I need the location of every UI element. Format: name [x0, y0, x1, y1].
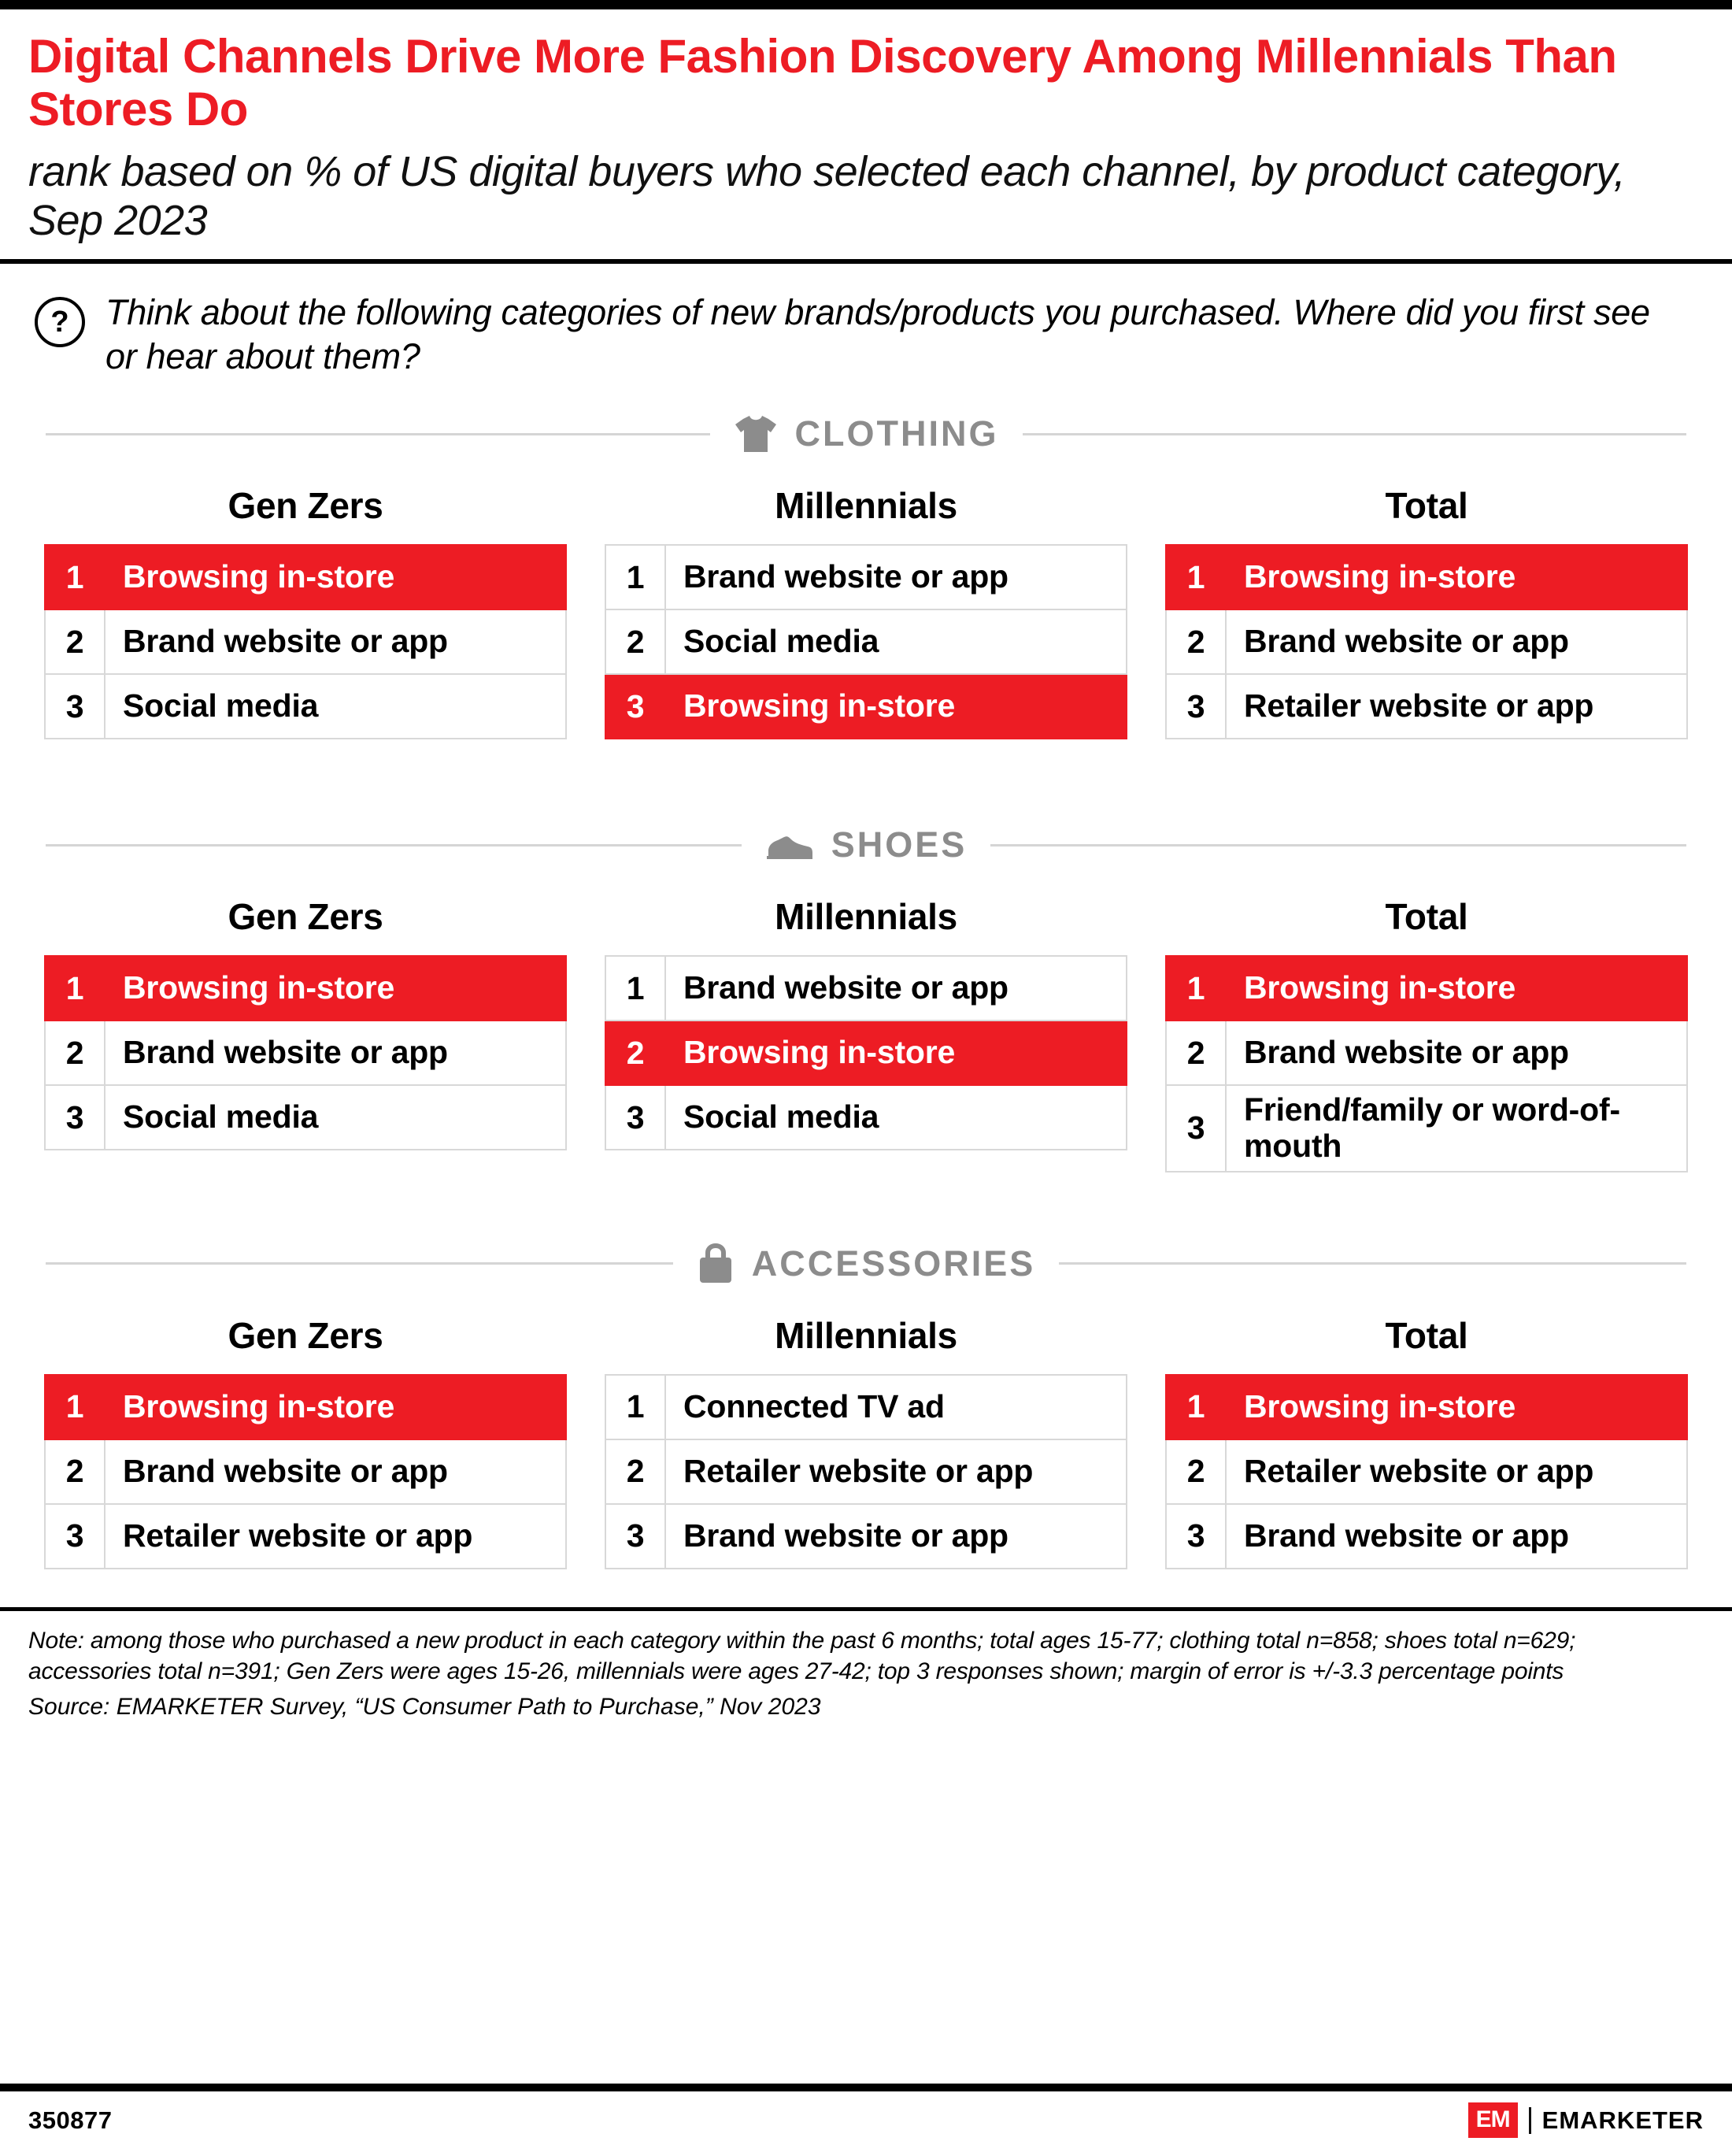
- table-row: [605, 1375, 1127, 1439]
- divider-left: [46, 1262, 673, 1265]
- table-row: [45, 674, 566, 739]
- rank-label: Brand website or app: [665, 956, 1127, 1021]
- rank-table: [1165, 1374, 1688, 1569]
- rank-label: Social media: [105, 1085, 566, 1150]
- section-clothing: [0, 387, 1732, 739]
- column-shoes-gen-zers: [44, 895, 567, 1172]
- rank-number: 3: [1166, 1085, 1226, 1172]
- rank-label: Retailer website or app: [665, 1439, 1127, 1504]
- page-subtitle: rank based on % of US digital buyers who selected each channel, by product category, Sep 2023: [28, 148, 1626, 244]
- table-row: [605, 1085, 1127, 1150]
- category-label-shoes: [742, 824, 991, 865]
- rank-table: [605, 544, 1127, 739]
- column-header: Total: [1385, 896, 1468, 938]
- clothing-columns: [0, 484, 1732, 739]
- divider-right: [1059, 1262, 1686, 1265]
- rank-number: 2: [45, 1439, 105, 1504]
- rank-label: Social media: [665, 609, 1127, 674]
- table-row: [45, 1085, 566, 1150]
- survey-question-text: Think about the following categories of new brands/products you purchased. Where did you first see or hear about them?: [105, 292, 1650, 377]
- column-header: Gen Zers: [228, 485, 383, 527]
- rank-label: Browsing in-store: [105, 1375, 566, 1439]
- divider-right: [990, 844, 1686, 846]
- rank-number: 2: [1166, 609, 1226, 674]
- rank-label: Retailer website or app: [1226, 1439, 1687, 1504]
- column-accessories-total: [1165, 1314, 1688, 1569]
- rank-table: [605, 955, 1127, 1150]
- column-header: Gen Zers: [228, 1314, 383, 1356]
- table-row: [605, 674, 1127, 739]
- rank-number: 1: [1166, 545, 1226, 609]
- rank-number: 1: [45, 956, 105, 1021]
- column-clothing-gen-zers: [44, 484, 567, 739]
- rank-table: [1165, 544, 1688, 739]
- table-row: [45, 1021, 566, 1085]
- bottom-divider: [0, 2084, 1732, 2091]
- tshirt-icon: [734, 414, 778, 454]
- column-header: Gen Zers: [228, 896, 383, 938]
- rank-number: 2: [45, 609, 105, 674]
- sneaker-icon: [765, 829, 814, 861]
- column-accessories-gen-zers: [44, 1314, 567, 1569]
- rank-label: Brand website or app: [105, 1021, 566, 1085]
- table-row: [1166, 1439, 1687, 1504]
- table-row: [605, 956, 1127, 1021]
- rank-label: Brand website or app: [105, 1439, 566, 1504]
- brand-separator: [1529, 2107, 1531, 2134]
- source-line: Source: EMARKETER Survey, “US Consumer Path to Purchase,” Nov 2023: [28, 1693, 821, 1720]
- category-band: [46, 798, 1686, 865]
- table-row: [605, 545, 1127, 609]
- rank-table: [44, 1374, 567, 1569]
- accessories-columns: [0, 1314, 1732, 1569]
- table-row: [45, 609, 566, 674]
- rank-label: Browsing in-store: [105, 545, 566, 609]
- table-row: [1166, 609, 1687, 674]
- rank-label: Brand website or app: [1226, 1504, 1687, 1569]
- header: [0, 9, 1732, 259]
- category-label-clothing: [710, 413, 1023, 454]
- question-mark-icon: ?: [35, 297, 85, 347]
- column-shoes-millennials: [605, 895, 1127, 1172]
- section-accessories: [0, 1217, 1732, 1569]
- footer-bar: [0, 2084, 1732, 2156]
- category-label-accessories: [673, 1243, 1060, 1284]
- footnote: Note: among those who purchased a new product in each category within the past 6 months; total ages 15-77; clothing total n=858; shoes total n=629; accessories total n=391; Gen Zers were ages 15-26, millennials were ages 27-42; top 3 responses shown; margin of error is +/-3.3 percentage points: [28, 1627, 1576, 1684]
- rank-label: Browsing in-store: [1226, 545, 1687, 609]
- column-clothing-total: [1165, 484, 1688, 739]
- rank-number: 1: [605, 956, 665, 1021]
- table-row: [1166, 674, 1687, 739]
- brand-mark: EM: [1468, 2102, 1518, 2138]
- rank-number: 3: [605, 1504, 665, 1569]
- rank-number: 1: [1166, 1375, 1226, 1439]
- table-row: [1166, 956, 1687, 1021]
- divider-left: [46, 844, 742, 846]
- rank-number: 3: [1166, 1504, 1226, 1569]
- rank-number: 1: [45, 545, 105, 609]
- brand-logo: [1468, 2102, 1704, 2138]
- category-band: [46, 1217, 1686, 1284]
- table-row: [605, 609, 1127, 674]
- table-row: [1166, 545, 1687, 609]
- table-row: [1166, 1375, 1687, 1439]
- rank-number: 1: [1166, 956, 1226, 1021]
- rank-number: 3: [1166, 674, 1226, 739]
- rank-label: Brand website or app: [105, 609, 566, 674]
- rank-label: Brand website or app: [665, 1504, 1127, 1569]
- table-row: [45, 1439, 566, 1504]
- rank-label: Retailer website or app: [105, 1504, 566, 1569]
- rank-number: 3: [45, 674, 105, 739]
- column-header: Millennials: [775, 896, 957, 938]
- rank-number: 1: [45, 1375, 105, 1439]
- rank-table: [44, 544, 567, 739]
- rank-label: Browsing in-store: [1226, 1375, 1687, 1439]
- column-header: Millennials: [775, 485, 957, 527]
- rank-label: Connected TV ad: [665, 1375, 1127, 1439]
- rank-number: 2: [45, 1021, 105, 1085]
- table-row: [1166, 1504, 1687, 1569]
- rank-number: 3: [45, 1085, 105, 1150]
- rank-label: Brand website or app: [1226, 609, 1687, 674]
- rank-label: Social media: [105, 674, 566, 739]
- column-shoes-total: [1165, 895, 1688, 1172]
- rank-number: 3: [605, 1085, 665, 1150]
- rank-label: Browsing in-store: [665, 674, 1127, 739]
- handbag-icon: [697, 1243, 735, 1284]
- rank-label: Browsing in-store: [1226, 956, 1687, 1021]
- table-row: [1166, 1021, 1687, 1085]
- rank-number: 2: [605, 1439, 665, 1504]
- rank-number: 1: [605, 1375, 665, 1439]
- rank-label: Friend/family or word-of-mouth: [1226, 1085, 1687, 1172]
- rank-number: 2: [1166, 1021, 1226, 1085]
- column-clothing-millennials: [605, 484, 1127, 739]
- rank-number: 2: [605, 609, 665, 674]
- rank-label: Browsing in-store: [665, 1021, 1127, 1085]
- rank-table: [605, 1374, 1127, 1569]
- category-band: [46, 387, 1686, 454]
- column-header: Total: [1385, 1314, 1468, 1356]
- table-row: [45, 1504, 566, 1569]
- page-title: Digital Channels Drive More Fashion Discovery Among Millennials Than Stores Do: [28, 30, 1617, 136]
- column-header: Millennials: [775, 1314, 957, 1356]
- rank-table: [44, 955, 567, 1150]
- rank-number: 2: [605, 1021, 665, 1085]
- rank-number: 2: [1166, 1439, 1226, 1504]
- column-header: Total: [1385, 485, 1468, 527]
- rank-label: Brand website or app: [665, 545, 1127, 609]
- rank-number: 3: [45, 1504, 105, 1569]
- brand-name: EMARKETER: [1541, 2106, 1704, 2134]
- table-row: [45, 1375, 566, 1439]
- table-row: [45, 956, 566, 1021]
- table-row: [1166, 1085, 1687, 1172]
- column-accessories-millennials: [605, 1314, 1127, 1569]
- rank-label: Browsing in-store: [105, 956, 566, 1021]
- rank-label: Social media: [665, 1085, 1127, 1150]
- rank-label: Brand website or app: [1226, 1021, 1687, 1085]
- table-row: [605, 1021, 1127, 1085]
- chart-id: 350877: [28, 2106, 113, 2134]
- category-name: ACCESSORIES: [751, 1243, 1036, 1284]
- top-divider: [0, 0, 1732, 9]
- rank-table: [1165, 955, 1688, 1172]
- rank-label: Retailer website or app: [1226, 674, 1687, 739]
- category-name: CLOTHING: [794, 413, 999, 454]
- table-row: [605, 1504, 1127, 1569]
- rank-number: 1: [605, 545, 665, 609]
- table-row: [45, 545, 566, 609]
- table-row: [605, 1439, 1127, 1504]
- rank-number: 3: [605, 674, 665, 739]
- divider-left: [46, 433, 710, 435]
- section-shoes: [0, 798, 1732, 1172]
- divider-right: [1023, 433, 1687, 435]
- shoes-columns: [0, 895, 1732, 1172]
- category-name: SHOES: [831, 824, 968, 865]
- survey-question: [0, 264, 1732, 387]
